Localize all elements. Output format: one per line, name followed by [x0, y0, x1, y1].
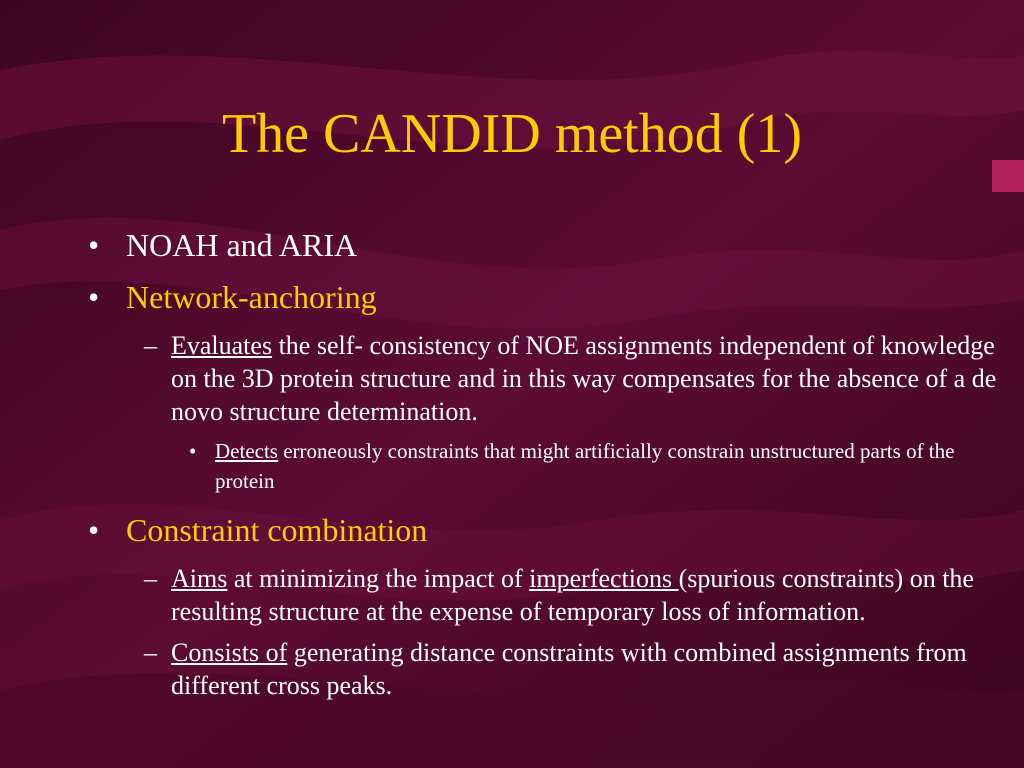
- sub-bullet-aims: [144, 562, 998, 628]
- dash-marker: –: [144, 638, 157, 667]
- bullet-text: Network-anchoring: [126, 279, 377, 315]
- dash-marker: –: [144, 564, 157, 593]
- sub-bullet-text: at minimizing the impact of: [227, 564, 530, 593]
- keyword-detects: Detects: [215, 439, 278, 463]
- bullet-text: Constraint combination: [126, 512, 428, 548]
- dash-marker: –: [144, 331, 157, 360]
- bullet-marker: •: [88, 227, 100, 263]
- slide-title: The CANDID method (1): [221, 103, 803, 165]
- sub-bullet-consists-of: [144, 636, 998, 702]
- bullet-marker: •: [88, 279, 100, 315]
- bullet-network-anchoring: [88, 277, 998, 317]
- sub-bullet-text-rest: (spurious constraints) on the resulting structure at the expense of temporary loss of information.: [171, 564, 974, 626]
- keyword-imperfections: imperfections: [529, 564, 679, 593]
- bullet-marker: •: [88, 512, 100, 548]
- sub-sub-bullet-detects: [189, 436, 998, 496]
- sub-bullet-text: generating distance constraints with combined assignments from different cross peaks.: [171, 638, 967, 700]
- keyword-aims: Aims: [171, 564, 228, 593]
- bullet-text: NOAH and ARIA: [126, 227, 358, 263]
- keyword-evaluates: Evaluates: [171, 331, 273, 360]
- sub-sub-bullet-text: erroneously constraints that might artificially constrain unstructured parts of the protein: [215, 439, 955, 493]
- bullet-constraint-combination: [88, 510, 998, 550]
- sub-bullet-text: the self- consistency of NOE assignments independent of knowledge on the 3D protein structure and in this way compensates for the absence of a de novo structure determination.: [171, 331, 997, 426]
- bullet-marker: •: [189, 439, 197, 463]
- sub-bullet-evaluates: [144, 329, 998, 428]
- bullet-noah-aria: [88, 225, 998, 265]
- slide-body: [88, 225, 998, 710]
- keyword-consists-of: Consists of: [171, 638, 288, 667]
